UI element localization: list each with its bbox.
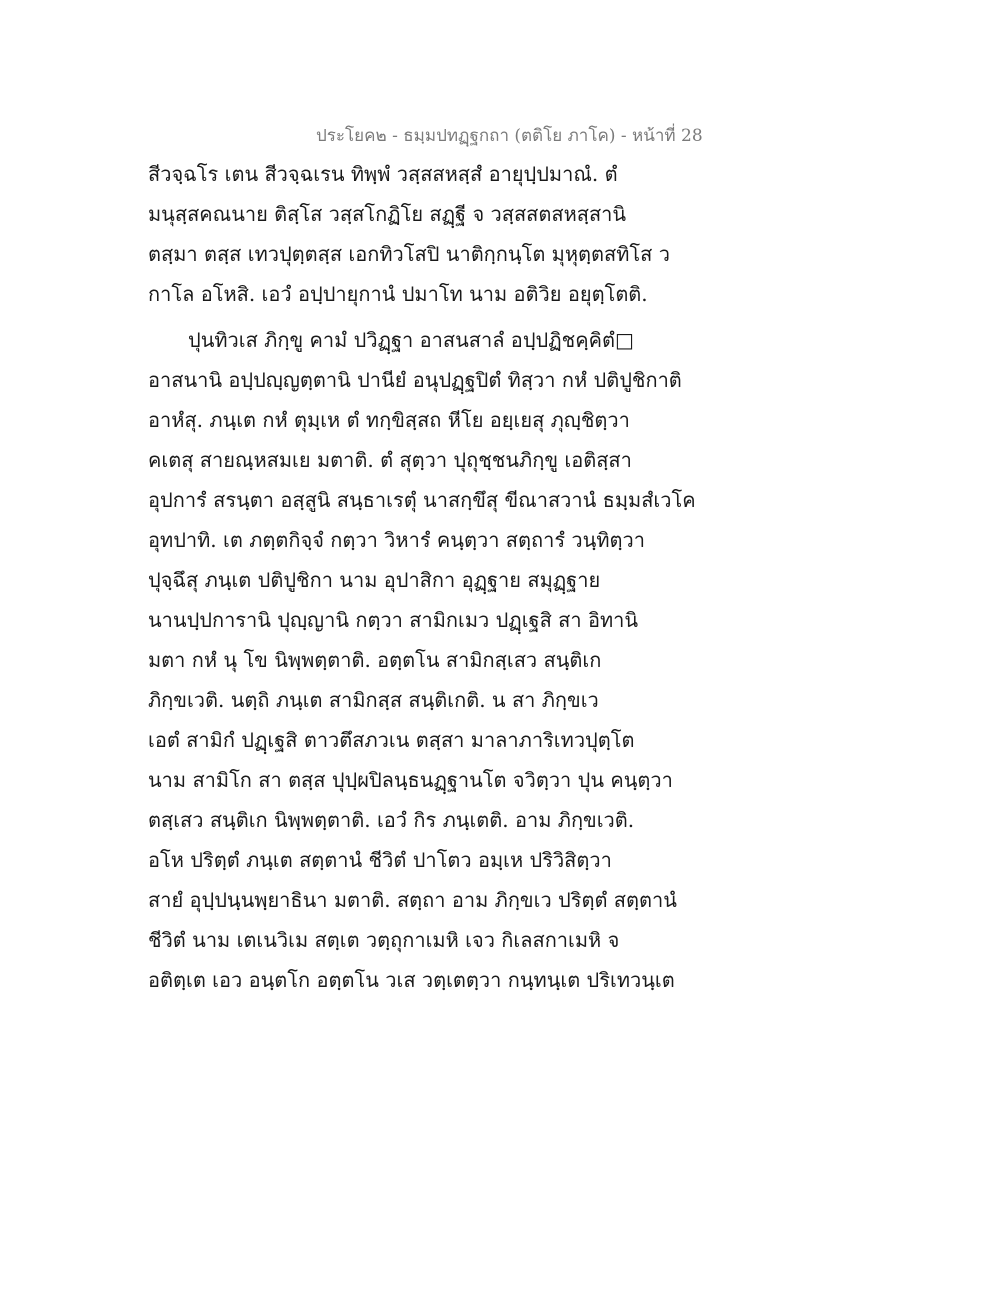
text-line: คเตสุ สายณฺหสมเย มตาติ. ตํ สุตฺวา ปุถุชฺชนภิกฺขู เอติสฺสา xyxy=(148,448,632,472)
text-line: ชีวิตํ นาม เตเนวิเม สตฺเต วตฺถุกาเมหิ เจว กิเลสกาเมหิ จ xyxy=(148,928,620,952)
text-line: นาม สามิโก สา ตสฺส ปุปฺผปิลนฺธนฏฺฐานโต จวิตฺวา ปุน คนฺตฺวา xyxy=(148,768,673,792)
paragraph-2 xyxy=(148,320,708,1000)
text-line: เอตํ สามิกํ ปฏฺเฐสิ ตาวตึสภวเน ตสฺสา มาลาภาริเทวปุตฺโต xyxy=(148,728,635,752)
text-line: มนุสฺสคณนาย ติสฺโส วสฺสโกฏิโย สฏฺฐี จ วสฺสสตสหสฺสานิ xyxy=(148,202,627,226)
text-line: สายํ อุปฺปนฺนพฺยาธินา มตาติ. สตฺถา อาม ภิกฺขเว ปริตฺตํ สตฺตานํ xyxy=(148,888,677,912)
text-line: ปุจฺฉึสุ ภนฺเต ปติปูชิกา นาม อุปาสิกา อุฏฺฐาย สมุฏฺฐาย xyxy=(148,568,601,592)
running-header: ประโยค๒ - ธมฺมปทฏฺฐกถา (ตติโย ภาโค) - หน้าที่ 28 xyxy=(316,126,703,146)
text-line: ปุนทิวเส ภิกฺขู คามํ ปวิฏฺฐา อาสนสาลํ อปฺปฏิชคฺคิตํ□ xyxy=(188,328,634,352)
text-line: อาหํสุ. ภนฺเต กหํ ตุมฺเห ตํ ทกฺขิสฺสถ หีโย อยฺเยสุ ภุญฺชิตฺวา xyxy=(148,408,630,432)
text-line: อุทปาทิ. เต ภตฺตกิจฺจํ กตฺวา วิหารํ คนฺตฺวา สตฺถารํ วนฺทิตฺวา xyxy=(148,528,645,552)
text-line: อาสนานิ อปฺปญฺญตฺตานิ ปานียํ อนุปฏฺฐปิตํ ทิสฺวา กหํ ปติปูชิกาติ xyxy=(148,368,682,392)
text-line: ภิกฺขเวติ. นตฺถิ ภนฺเต สามิกสฺส สนฺติเกติ. น สา ภิกฺขเว xyxy=(148,688,599,712)
text-line: ตสฺมา ตสฺส เทวปุตฺตสฺส เอกทิวโสปิ นาติกฺกนฺโต มุหุตฺตสทิโส ว xyxy=(148,242,670,266)
text-line: มตา กหํ นุ โข นิพฺพตฺตาติ. อตฺตโน สามิกสฺเสว สนฺติเก xyxy=(148,648,602,672)
text-line: กาโล อโหสิ. เอวํ อปฺปายุกานํ ปมาโท นาม อติวิย อยุตฺโตติ. xyxy=(148,282,648,306)
body-text xyxy=(148,154,708,1000)
paragraph-1 xyxy=(148,154,708,314)
text-line: อุปการํ สรนฺตา อสฺสูนิ สนฺธาเรตุํ นาสกฺขึสุ ขีณาสวานํ ธมฺมสํเวโค xyxy=(148,488,696,512)
text-line: นานปฺปการานิ ปุญฺญานิ กตฺวา สามิกเมว ปฏฺเฐสิ สา อิทานิ xyxy=(148,608,639,632)
text-line: สีวจฺฉโร เตน สีวจฺฉเรน ทิพฺพํ วสฺสสหสฺสํ อายุปฺปมาณํ. ตํ xyxy=(148,162,618,186)
text-line: อติตฺเต เอว อนฺตโก อตฺตโน วเส วตฺเตตฺวา กนฺทนฺเต ปริเทวนฺเต xyxy=(148,968,675,992)
text-line: อโห ปริตฺตํ ภนฺเต สตฺตานํ ชีวิตํ ปาโตว อมฺเห ปริวิสิตฺวา xyxy=(148,848,612,872)
text-line: ตสฺเสว สนฺติเก นิพฺพตฺตาติ. เอวํ กิร ภนฺเตติ. อาม ภิกฺขเวติ. xyxy=(148,808,635,832)
